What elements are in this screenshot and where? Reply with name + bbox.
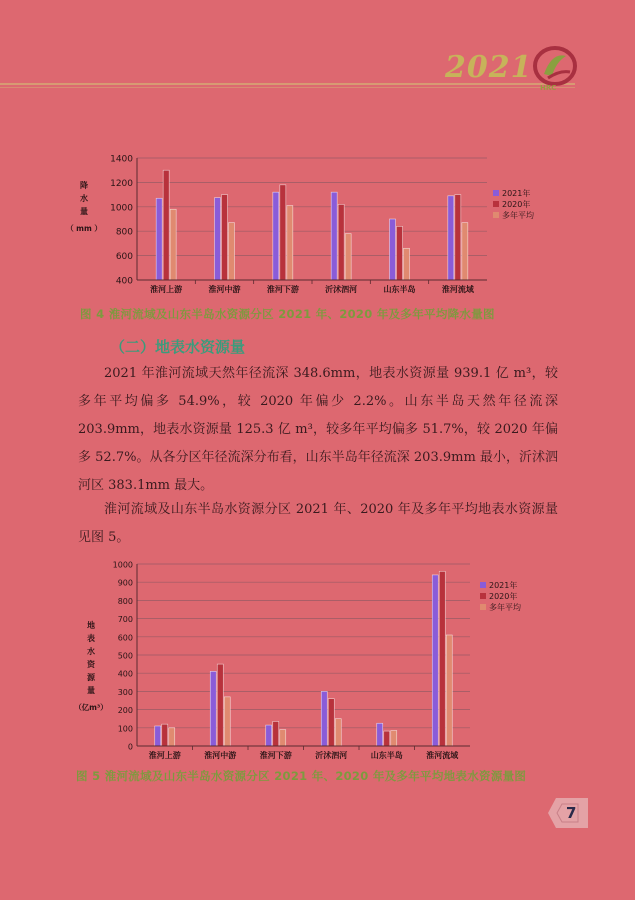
bar — [462, 223, 468, 280]
y-tick-label: 1000 — [110, 203, 133, 214]
bar — [169, 728, 175, 746]
bar — [384, 731, 390, 746]
emblem-label: HRC — [540, 84, 557, 92]
y-tick-label: 600 — [117, 633, 133, 643]
bar — [155, 726, 161, 746]
y-tick-label: 300 — [117, 687, 133, 697]
x-tick-label: 淮河下游 — [259, 751, 292, 760]
y-axis-label-char: 地 — [87, 621, 95, 630]
bar — [229, 223, 235, 280]
bar — [397, 226, 403, 280]
x-tick-label: 淮河中游 — [208, 285, 241, 294]
bar — [170, 209, 176, 280]
section-title: （二）地表水资源量 — [110, 338, 246, 356]
legend-swatch — [493, 201, 499, 207]
bar — [287, 206, 293, 280]
bar — [321, 691, 327, 746]
x-tick-label: 淮河上游 — [148, 751, 181, 760]
y-axis-label-char: 表 — [87, 634, 95, 643]
bar — [273, 721, 279, 746]
y-tick-label: 1200 — [110, 178, 133, 189]
bar — [331, 192, 337, 280]
bar — [345, 234, 351, 280]
bar — [163, 170, 169, 280]
legend-swatch — [493, 190, 499, 196]
y-axis-unit: （ mm ） — [66, 224, 102, 233]
x-tick-label: 山东半岛 — [383, 285, 416, 294]
x-tick-label: 沂沭泗河 — [325, 285, 358, 294]
legend-label: 2021年 — [502, 189, 531, 198]
y-tick-label: 1400 — [110, 154, 133, 165]
y-tick-label: 100 — [117, 724, 133, 734]
x-tick-label: 淮河上游 — [150, 285, 183, 294]
page-number: 7 — [566, 804, 577, 822]
legend-label: 2020年 — [489, 592, 518, 601]
x-tick-label: 沂沭泗河 — [315, 751, 348, 760]
bar — [432, 575, 438, 746]
x-tick-label: 淮河流域 — [426, 751, 459, 760]
legend-swatch — [480, 593, 486, 599]
bar — [335, 719, 341, 746]
bar — [448, 196, 454, 280]
bar — [455, 195, 461, 280]
y-axis-label-char: 降 — [80, 181, 88, 190]
y-axis-label-char: 量 — [87, 686, 95, 695]
bar — [338, 204, 344, 280]
bar — [446, 635, 452, 746]
y-tick-label: 0 — [127, 742, 133, 752]
y-tick-label: 400 — [117, 669, 133, 679]
legend-swatch — [493, 212, 499, 218]
x-tick-label: 山东半岛 — [370, 751, 403, 760]
bar — [217, 664, 223, 746]
paragraph-2: 淮河流域及山东半岛水资源分区 2021 年、2020 年及多年平均地表水资源量见图 5。 — [78, 502, 558, 545]
x-tick-label: 淮河流域 — [441, 285, 474, 294]
x-tick-label: 淮河下游 — [266, 285, 299, 294]
y-axis-label-char: 水 — [80, 194, 88, 203]
bar — [404, 248, 410, 280]
x-tick-label: 淮河中游 — [204, 751, 237, 760]
figure4-caption: 图 4 淮河流域及山东半岛水资源分区 2021 年、2020 年及多年平均降水量图 — [80, 307, 495, 321]
legend-swatch — [480, 582, 486, 588]
header-rule-thin — [0, 87, 575, 88]
y-tick-label: 900 — [117, 578, 133, 588]
y-tick-label: 800 — [115, 227, 133, 238]
bar — [222, 195, 228, 280]
legend-label: 多年平均 — [489, 603, 521, 612]
y-axis-label-char: 量 — [80, 207, 88, 216]
bar — [439, 571, 445, 746]
bar — [210, 671, 216, 746]
bar — [266, 725, 272, 746]
y-axis-unit: （亿m³） — [74, 703, 108, 712]
legend-label: 多年平均 — [502, 211, 534, 220]
y-axis-label-char: 源 — [87, 673, 95, 682]
bar — [391, 731, 397, 746]
bar — [215, 198, 221, 280]
bar — [280, 730, 286, 746]
surface-water-chart — [0, 556, 635, 766]
bar — [162, 724, 168, 746]
figure5-caption: 图 5 淮河流域及山东半岛水资源分区 2021 年、2020 年及多年平均地表水资源量图 — [76, 769, 527, 783]
bar — [328, 699, 334, 746]
year-logo: 2021 — [445, 50, 533, 85]
y-axis-label-char: 资 — [87, 660, 95, 669]
legend-swatch — [480, 604, 486, 610]
y-tick-label: 500 — [117, 651, 133, 661]
bar — [224, 697, 230, 746]
y-tick-label: 200 — [117, 706, 133, 716]
legend-label: 2021年 — [489, 581, 518, 590]
y-tick-label: 600 — [115, 252, 133, 263]
y-tick-label: 400 — [115, 276, 133, 287]
bar — [273, 192, 279, 280]
precipitation-chart — [0, 150, 635, 300]
bar — [377, 723, 383, 746]
bar — [390, 219, 396, 280]
y-axis-label-char: 水 — [87, 647, 95, 656]
bar — [280, 185, 286, 280]
bar — [156, 198, 162, 280]
paragraph-1: 2021 年淮河流域天然年径流深 348.6mm，地表水资源量 939.1 亿 m³，较多年平均偏多 54.9%，较 2020 年偏少 2.2%。山东半岛天然年径流深 203.9mm，地表水资源量 125.3 亿 m³，较多年平均偏多 51.7%，较 2020 年偏多 52.7%。从各分区年径流深分布看，山东半岛年径流深 203.9mm 最小，沂沭泗河区 383.1mm 最大。 — [78, 366, 558, 493]
y-tick-label: 1000 — [112, 560, 133, 570]
y-tick-label: 800 — [117, 596, 133, 606]
y-tick-label: 700 — [117, 615, 133, 625]
legend-label: 2020年 — [502, 200, 531, 209]
